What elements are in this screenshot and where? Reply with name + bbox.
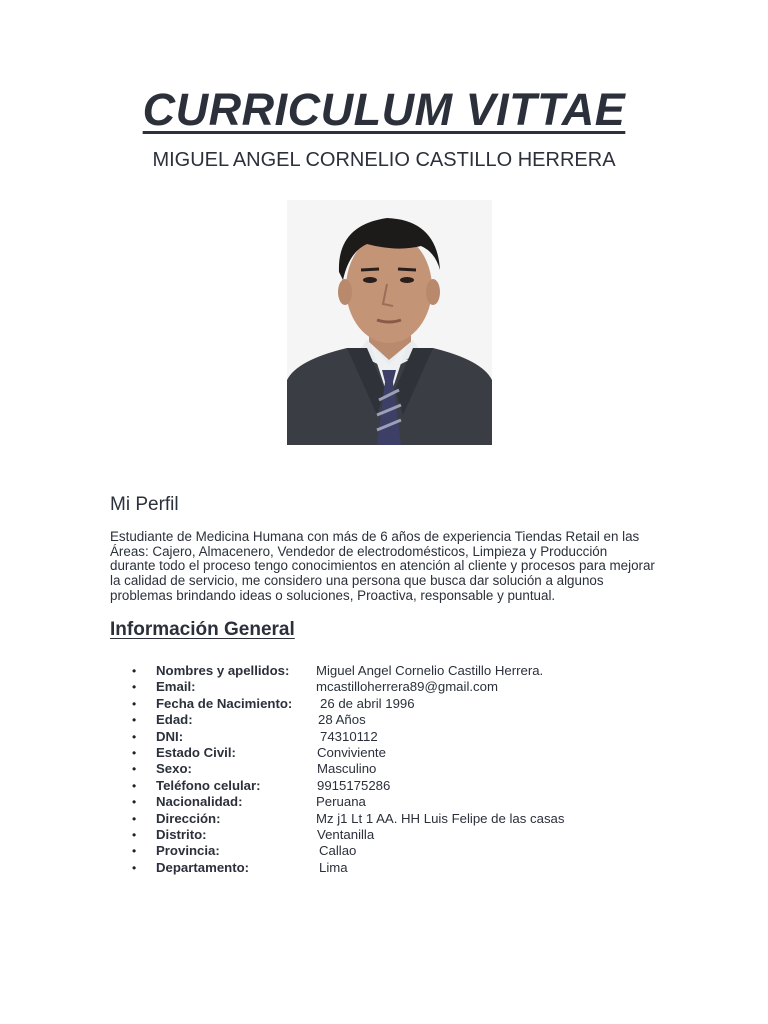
profile-photo [287, 200, 492, 445]
info-value: Ventanilla [317, 826, 375, 842]
info-value: Masculino [317, 761, 377, 777]
bullet-icon: • [132, 811, 137, 826]
info-item [110, 696, 670, 712]
info-item [110, 843, 670, 859]
info-item [110, 794, 670, 810]
bullet-icon: • [132, 844, 137, 859]
candidate-name: MIGUEL ANGEL CORNELIO CASTILLO HERRERA [152, 149, 616, 171]
bullet-icon: • [132, 795, 137, 810]
info-value: Miguel Angel Cornelio Castillo Herrera. [316, 663, 544, 678]
info-value: 28 Años [318, 712, 366, 728]
info-item [110, 761, 670, 777]
info-value: 9915175286 [317, 777, 391, 793]
info-value: 26 de abril 1996 [320, 695, 415, 711]
info-value: Lima [319, 859, 348, 875]
bullet-icon: • [132, 713, 137, 728]
info-value: Callao [319, 843, 357, 859]
info-item [110, 679, 670, 695]
info-item [110, 712, 670, 728]
info-label: DNI: [156, 728, 184, 744]
general-info-heading: Información General [110, 619, 295, 640]
info-label: Fecha de Nacimiento: [156, 695, 293, 711]
info-item [110, 860, 670, 876]
info-label: Email: [156, 679, 196, 695]
bullet-icon: • [132, 696, 137, 711]
info-label: Estado Civil: [156, 744, 236, 760]
bullet-icon: • [132, 762, 137, 777]
profile-heading: Mi Perfil [110, 494, 179, 515]
info-label: Nombres y apellidos: [156, 663, 290, 678]
info-label: Nacionalidad: [156, 794, 243, 810]
bullet-icon: • [132, 680, 137, 695]
bullet-icon: • [132, 664, 137, 678]
bullet-icon: • [132, 729, 137, 744]
bullet-icon: • [132, 745, 137, 760]
general-info-list [110, 663, 670, 876]
profile-text: Estudiante de Medicina Humana con más de 6 años de experiencia Tiendas Retail en las Áreas: Cajero, Almacenero, Vendedor de electrodomésticos, Limpieza y Producción durante todo el proceso tengo conocimientos en atención al cliente y procesos para mejorar la calidad de servicio, me considero una persona que busca dar solución a algunos problemas brindando ideas o soluciones, Proactiva, responsable y puntual. [110, 529, 655, 603]
info-label: Dirección: [156, 810, 221, 826]
info-label: Teléfono celular: [156, 777, 261, 793]
info-value: 74310112 [320, 728, 378, 744]
info-value: Conviviente [317, 744, 386, 760]
info-value: mcastilloherrera89@gmail.com [316, 679, 498, 695]
info-value: Mz j1 Lt 1 AA. HH Luis Felipe de las casas [316, 810, 565, 826]
info-label: Departamento: [156, 859, 250, 875]
info-item [110, 827, 670, 843]
bullet-icon: • [132, 827, 137, 842]
info-item [110, 729, 670, 745]
info-item [110, 745, 670, 761]
document-title [0, 84, 768, 136]
info-label: Sexo: [156, 761, 192, 777]
info-label: Distrito: [156, 826, 207, 842]
info-label: Provincia: [156, 843, 220, 859]
document-title-text: CURRICULUM VITTAE [142, 84, 626, 135]
info-value: Peruana [316, 794, 366, 810]
info-item [110, 663, 670, 679]
profile-photo-illustration [287, 200, 492, 445]
info-label: Edad: [156, 712, 193, 728]
info-item [110, 811, 670, 827]
bullet-icon: • [132, 778, 137, 793]
info-item [110, 778, 670, 794]
bullet-icon: • [132, 860, 137, 875]
